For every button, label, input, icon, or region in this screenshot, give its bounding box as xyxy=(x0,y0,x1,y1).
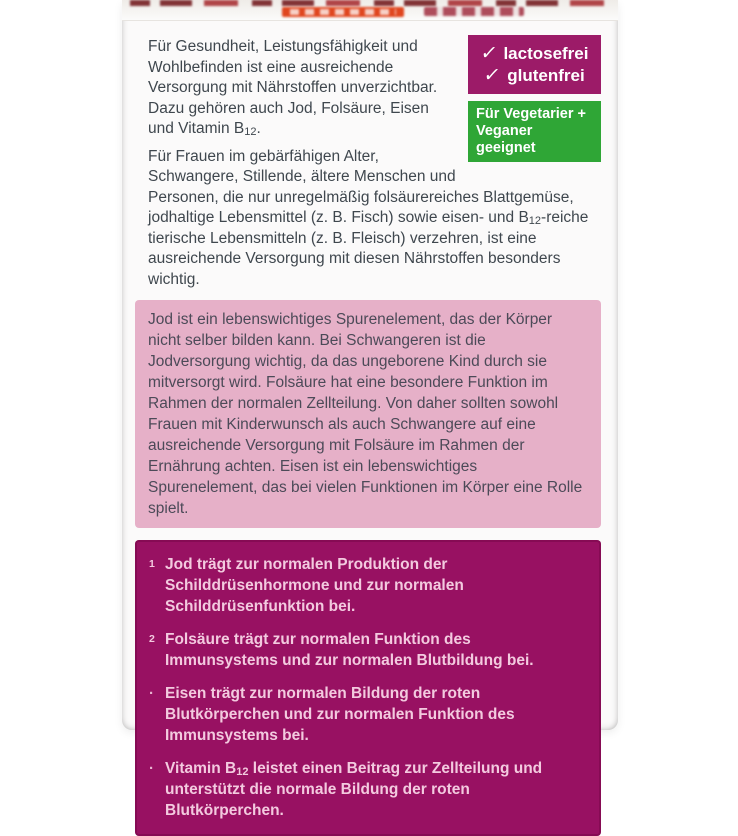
dietary-badge xyxy=(468,35,601,94)
bullet-icon: · xyxy=(149,760,154,777)
target-text: Für Frauen im gebärfähigen Alter, Schwangere, Stillende, ältere Menschen und Personen, die nur unregelmäßig folsäurereiches Blattgemüse, jodhaltige Lebensmittel (z. B. Fisch) sowie eisen- und B xyxy=(148,147,574,226)
claim-jod xyxy=(147,554,587,617)
claim-eisen-text: Eisen trägt zur normalen Bildung der roten Blutkörperchen und zur normalen Funktion des Immunsystems bei. xyxy=(165,685,515,744)
nutrient-info-text: Jod ist ein lebenswichtiges Spurenelement, das der Körper nicht selber bilden kann. Bei Schwangeren ist die Jodversorgung wichtig, da das ungeborene Kind durch sie mitversorgt wird. Folsäure hat eine besondere Funktion im Rahmen der normalen Zellteilung. Von daher sollten sowohl Frauen mit Kinderwunsch als auch Schwangere auf eine ausreichende Versorgung mit Folsäure im Rahmen der Ernährung achten. Eisen ist ein lebenswichtiges Spurenelement, das bei vielen Funktionen im Körper eine Rolle spielt. xyxy=(148,311,583,517)
target-group-paragraph xyxy=(148,147,601,291)
target-text-end: -reiche tierische Lebensmitteln (z. B. Fleisch) verzehren, ist eine ausreichende Versorgung mit diesen Nährstoffen besonders wichtig. xyxy=(148,209,589,288)
package-back-panel xyxy=(122,0,618,819)
lactose-free-row xyxy=(474,44,595,63)
claim-vitamin-b12-text xyxy=(165,758,587,821)
lactose-free-label: lactosefrei xyxy=(503,44,589,63)
gluten-free-row xyxy=(474,66,595,85)
claim-b12-end: leistet einen Beitrag zur Zellteilung und unterstützt die normale Bildung der roten Blutkörperchen. xyxy=(165,760,543,819)
claim-vitamin-b12 xyxy=(147,758,587,821)
gluten-free-label: glutenfrei xyxy=(507,66,585,85)
checkmark-icon: ✓ xyxy=(478,43,499,64)
footnote-claims-box xyxy=(135,540,601,836)
package-top-edge xyxy=(122,0,618,21)
vegetarian-badge: Für Vegetarier + Veganer geeignet xyxy=(468,101,601,162)
top-edge-print-fragments xyxy=(130,0,610,6)
nutrient-info-box xyxy=(135,300,601,528)
bullet-icon: · xyxy=(149,685,154,702)
intro-text-end: . xyxy=(256,120,261,137)
package-text-area xyxy=(122,21,618,836)
footnote-1-marker: 1 xyxy=(149,558,155,570)
top-edge-orange-label xyxy=(282,7,404,17)
claim-folsaeure xyxy=(147,629,587,671)
claim-folsaeure-text: Folsäure trägt zur normalen Funktion des Immunsystems und zur normalen Blutbildung bei. xyxy=(165,631,534,669)
intro-text: Für Gesundheit, Leistungsfähigkeit und Wohlbefinden ist eine ausreichende Versorgung mit Nährstoffen unverzichtbar. Dazu gehören auch Jod, Folsäure, Eisen und Vitamin B xyxy=(148,38,438,137)
claim-eisen xyxy=(147,683,587,746)
top-edge-logo-mark xyxy=(424,7,524,16)
claim-jod-text: Jod trägt zur normalen Produktion der Schilddrüsenhormone und zur normalen Schilddrüsenfunktion bei. xyxy=(165,556,464,615)
checkmark-icon: ✓ xyxy=(482,65,503,86)
badge-stack xyxy=(468,35,601,162)
footnote-2-marker: 2 xyxy=(149,633,155,645)
b12-subscript: 12 xyxy=(244,126,257,138)
b12-subscript: 12 xyxy=(528,215,542,227)
claim-b12-start: Vitamin B xyxy=(165,760,237,777)
b12-subscript: 12 xyxy=(236,766,249,778)
